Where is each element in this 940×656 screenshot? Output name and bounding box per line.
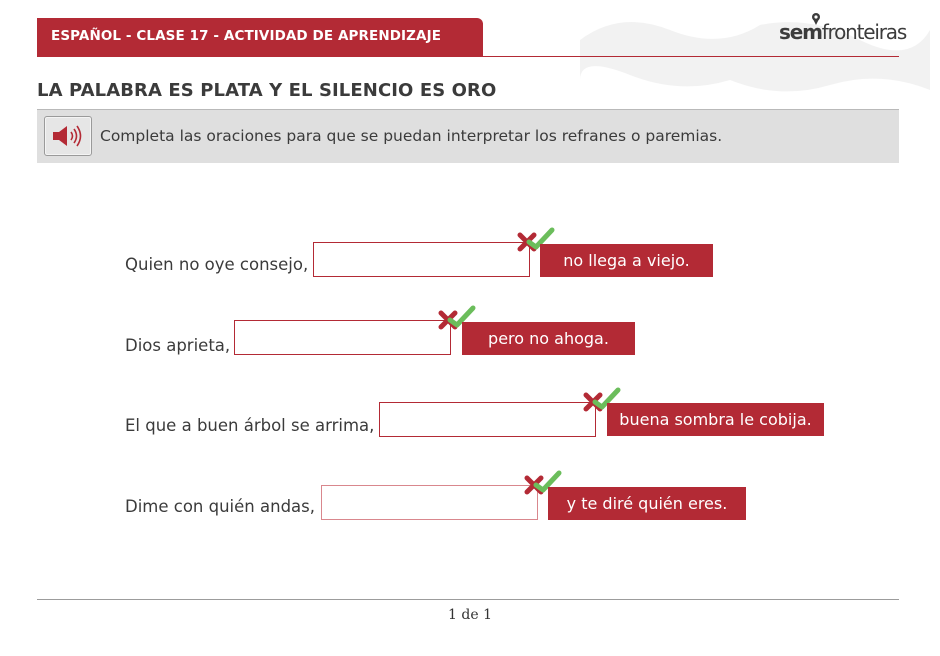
audio-play-button[interactable] xyxy=(44,116,92,156)
sentence-ending-chip-3[interactable]: buena sombra le cobija. xyxy=(607,403,824,436)
answer-input-2[interactable] xyxy=(234,320,451,355)
sentence-ending-chip-2[interactable]: pero no ahoga. xyxy=(462,322,635,355)
answer-input-1[interactable] xyxy=(313,242,530,277)
page-indicator: 1 de 1 xyxy=(448,607,492,623)
instruction-bar xyxy=(37,109,899,163)
brand-logo xyxy=(779,14,907,46)
sentence-ending-chip-1[interactable]: no llega a viejo. xyxy=(540,244,713,277)
instruction-text: Completa las oraciones para que se puedan interpretar los refranes o paremias. xyxy=(100,127,723,145)
footer-divider xyxy=(37,599,899,600)
sentence-ending-chip-4[interactable]: y te diré quién eres. xyxy=(548,487,746,520)
sentence-start-3: El que a buen árbol se arrima, xyxy=(125,416,375,435)
sentence-start-2: Dios aprieta, xyxy=(125,336,231,355)
logo-text-light: fronteiras xyxy=(821,20,907,44)
logo-text-bold: sem xyxy=(779,20,822,44)
answer-input-4[interactable] xyxy=(321,485,538,520)
page-title: LA PALABRA ES PLATA Y EL SILENCIO ES ORO xyxy=(37,80,497,101)
sentence-start-4: Dime con quién andas, xyxy=(125,497,315,516)
answer-input-3[interactable] xyxy=(379,402,596,437)
course-header-tab xyxy=(37,18,483,56)
header-divider xyxy=(37,56,899,57)
speaker-icon xyxy=(51,125,85,147)
sentence-start-1: Quien no oye consejo, xyxy=(125,255,309,274)
course-label: ESPAÑOL - CLASE 17 - ACTIVIDAD DE APRENDIZAJE xyxy=(51,28,442,44)
